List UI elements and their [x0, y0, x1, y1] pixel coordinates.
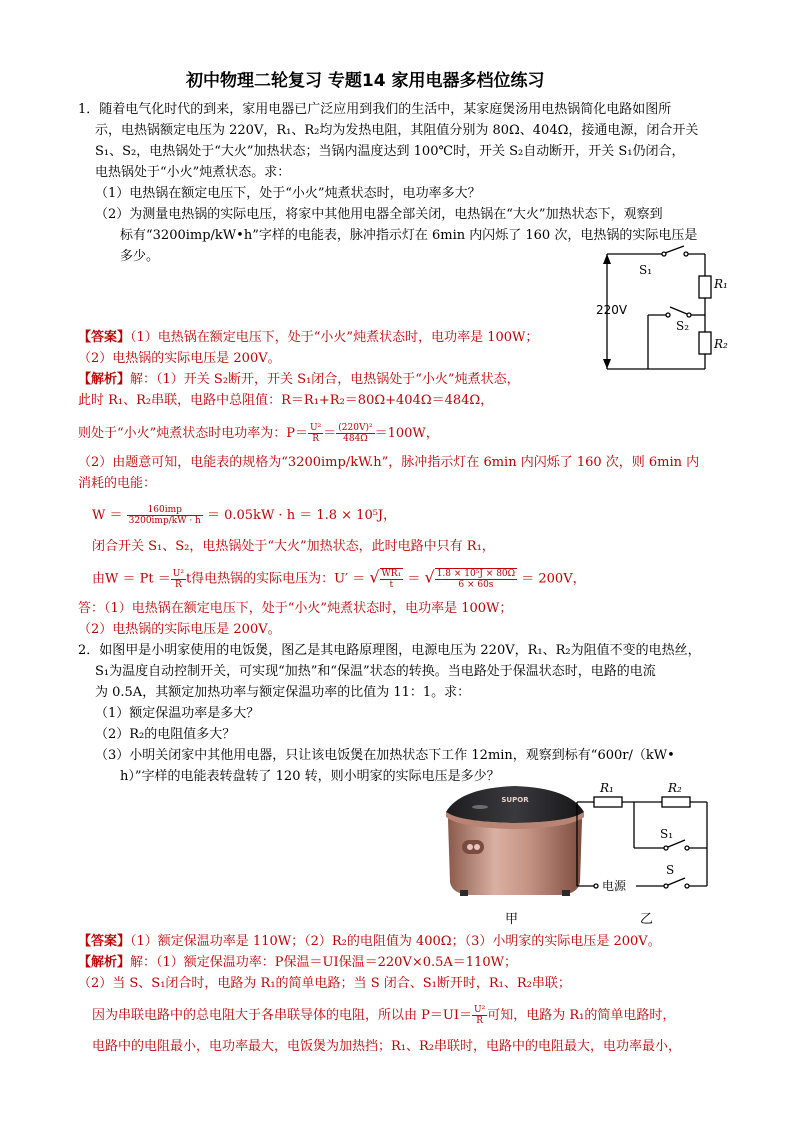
page-title: 初中物理二轮复习 专题14 家用电器多档位练习 [186, 71, 545, 91]
q2-resistor-r1 [594, 797, 622, 807]
q1-line-4: 电热锅处于“小火”炖煮状态。求： [95, 165, 291, 180]
q2-line-2: S₁为温度自动控制开关，可实现“加热”和“保温”状态的转换。当电路处于保温状态时，电路的电流 [95, 664, 656, 679]
fraction: $\frac{\text{U²}}{R}$ [473, 1005, 486, 1026]
q1-sub-question-2-line-2: 标有“3200imp/kW•h”字样的电能表，脉冲指示灯在 6min 内闪烁了 160 次，电热锅的实际电压是 [120, 228, 698, 243]
q1-analysis-5: 消耗的电能： [78, 476, 157, 491]
q1-answer-line-1 [78, 329, 538, 347]
fraction: $\frac{\text{1.8 × 10⁵J × 80Ω}}{6 \times 60s}$ [436, 569, 516, 590]
q1-label-voltage: 220V [596, 303, 628, 317]
q2-answer: （1）额定保温功率是 110W；（2）R₂的电阻值为 400Ω；（3）小明家的实际电压是 200V。 [130, 934, 661, 949]
q2-analysis-label: 【解析】 [78, 955, 131, 970]
q1-analysis-label: 【解析】 [78, 372, 131, 387]
q1-switch-s1 [665, 246, 684, 253]
q2-analysis-1: 解：（1）额定保温功率：P保温＝UI保温＝220V×0.5A＝110W； [130, 955, 517, 970]
cooker-brand: SUPOR [501, 796, 529, 804]
q1-switch-s2 [670, 307, 687, 314]
q1-line-1: 1．随着电气化时代的到来，家用电器已广泛应用到我们的生活中，某家庭煲汤用电热锅简化电路如图所 [78, 102, 672, 117]
q2-switch-s1 [668, 840, 685, 847]
q2-analysis-line-1 [78, 954, 517, 972]
fraction: $\frac{\text{(220V)²}}{484\Omega}$ [338, 423, 373, 444]
q1-circuit-diagram [592, 244, 742, 374]
q2-line-3: 为 0.5A，其额定加热功率与额定保温功率的比值为 11：1。求： [95, 685, 471, 700]
q1-answer-label: 【答案】 [78, 330, 131, 345]
q2-label-r2: R₂ [668, 781, 682, 795]
q1-answer-2: （2）电热锅的实际电压是 200V。 [78, 351, 281, 366]
q1-analysis-2: 此时 R₁、R₂串联，电路中总阻值：R＝R₁+R₂＝80Ω+404Ω＝484Ω， [78, 393, 494, 408]
fraction: $\frac{\text{U²}}{R}$ [172, 568, 184, 590]
q2-sub-question-2: （2）R₂的电阻值多大？ [95, 727, 236, 742]
q2-line-1: 2．如图甲是小明家使用的电饭煲，图乙是其电路原理图，电源电压为 220V，R₁、R₂为阻值不变的电热丝， [78, 643, 701, 658]
q1-line-3: S₁、S₂，电热锅处于“大火”加热状态；当锅内温度达到 100℃时，开关 S₂自动断开，开关 S₁仍闭合， [95, 144, 685, 159]
q1-label-s1: S₁ [639, 263, 653, 277]
fraction: $\frac{\text{WR₁}}{t}$ [381, 569, 402, 590]
q2-label-s1: S₁ [660, 827, 674, 841]
q1-analysis-line-1 [78, 371, 520, 389]
q2-analysis-4: 电路中的电阻最小，电功率最大，电饭煲为加热挡；R₁、R₂串联时，电路中的电阻最大，电功率最小， [92, 1039, 681, 1054]
q2-circuit-diagram [572, 776, 722, 894]
q1-conclusion-1: 答：（1）电热锅在额定电压下，处于“小火”炖煮状态时，电功率是 100W； [78, 601, 513, 616]
q1-resistor-r1 [699, 276, 711, 298]
q2-analysis-3: 因为串联电路中的总电阻大于各串联导体的电阻，所以由 P＝UI＝ $\frac{\text{U²}}{R}$ 可知，电路为 R₁的简单电路时， [92, 1005, 676, 1026]
q1-analysis-6: 闭合开关 S₁、S₂，电热锅处于“大火”加热状态，此时电路中只有 R₁， [92, 539, 495, 554]
q1-conclusion-2: （2）电热锅的实际电压是 200V。 [78, 622, 281, 637]
q2-resistor-r2 [662, 797, 690, 807]
q2-label-source: 电源 [602, 879, 627, 893]
figure-label-yi: 乙 [640, 912, 654, 927]
q1-analysis-3: 则处于“小火”炖煮状态时电功率为：P＝ $\frac{\text{U²}}{R}$ ＝ $\frac{\text{(220V)²}}{484\Omega}$ ＝100W， [78, 423, 439, 444]
q1-analysis-4: （2）由题意可知，电能表的规格为“3200imp/kW.h”，脉冲指示灯在 6min 内闪烁了 160 次，则 6min 内 [78, 455, 700, 470]
q1-sub-question-2-line-3: 多少。 [120, 249, 160, 264]
rice-cooker-image [440, 782, 590, 900]
q1-label-s2: S₂ [676, 319, 690, 333]
q1-energy-formula: W ＝ $\frac{\text{160imp}}{\text{3200imp/kW · h}}$ ＝ 0.05kW · h ＝ 1.8 × 10⁵J， [92, 505, 397, 526]
q2-switch-s [668, 878, 685, 885]
q2-analysis-2: （2）当 S、S₁闭合时，电路为 R₁的简单电路；当 S 闭合、S₁断开时，R₁、R₂串联； [78, 976, 571, 991]
fraction: $\frac{\text{U²}}{R}$ [310, 423, 322, 444]
q2-sub-question-3-line-2: h）”字样的电能表转盘转了 120 转，则小明家的实际电压是多少？ [120, 769, 500, 784]
q2-sub-question-1: （1）额定保温功率是多大？ [95, 706, 260, 721]
q1-sub-question-1: （1）电热锅在额定电压下，处于“小火”炖煮状态时，电功率多大？ [95, 186, 481, 201]
q2-answer-line [78, 933, 661, 951]
figure-label-jia: 甲 [505, 912, 519, 927]
q1-line-2: 示，电热锅额定电压为 220V，R₁、R₂均为发热电阻，其阻值分别为 80Ω、404Ω，接通电源，闭合开关 [95, 123, 699, 138]
q1-analysis-1: 解：（1）开关 S₂断开，开关 S₁闭合，电热锅处于“小火”炖煮状态， [130, 372, 520, 387]
q2-source-terminal [594, 884, 598, 888]
q1-answer-1: （1）电热锅在额定电压下，处于“小火”炖煮状态时，电功率是 100W； [130, 330, 539, 345]
q1-label-r1: R₁ [714, 277, 728, 291]
q1-resistor-r2 [699, 332, 711, 354]
q2-label-s: S [666, 863, 675, 877]
q1-voltage-formula: 由W ＝ Pt ＝ $\frac{\text{U²}}{R}$ t得电热锅的实际电压为：U′ ＝ √ $\frac{\text{WR₁}}{t}$ ＝ √ $\frac{\text{1.8 × 10⁵J × 80Ω}}{6 \times 60s}$ ＝ 200V， [92, 567, 586, 590]
fraction: $\frac{\text{160imp}}{\text{3200imp/kW · h}}$ [128, 505, 201, 526]
q2-sub-question-3-line-1: （3）小明关闭家中其他用电器，只让该电饭煲在加热状态下工作 12min，观察到标有“600r/（kW• [95, 748, 675, 763]
q1-sub-question-2-line-1: （2）为测量电热锅的实际电压，将家中其他用电器全部关闭，电热锅在“大火”加热状态下，观察到 [95, 207, 663, 222]
q2-label-r1: R₁ [600, 781, 614, 795]
q1-label-r2: R₂ [714, 337, 728, 351]
q2-answer-label: 【答案】 [78, 934, 131, 949]
